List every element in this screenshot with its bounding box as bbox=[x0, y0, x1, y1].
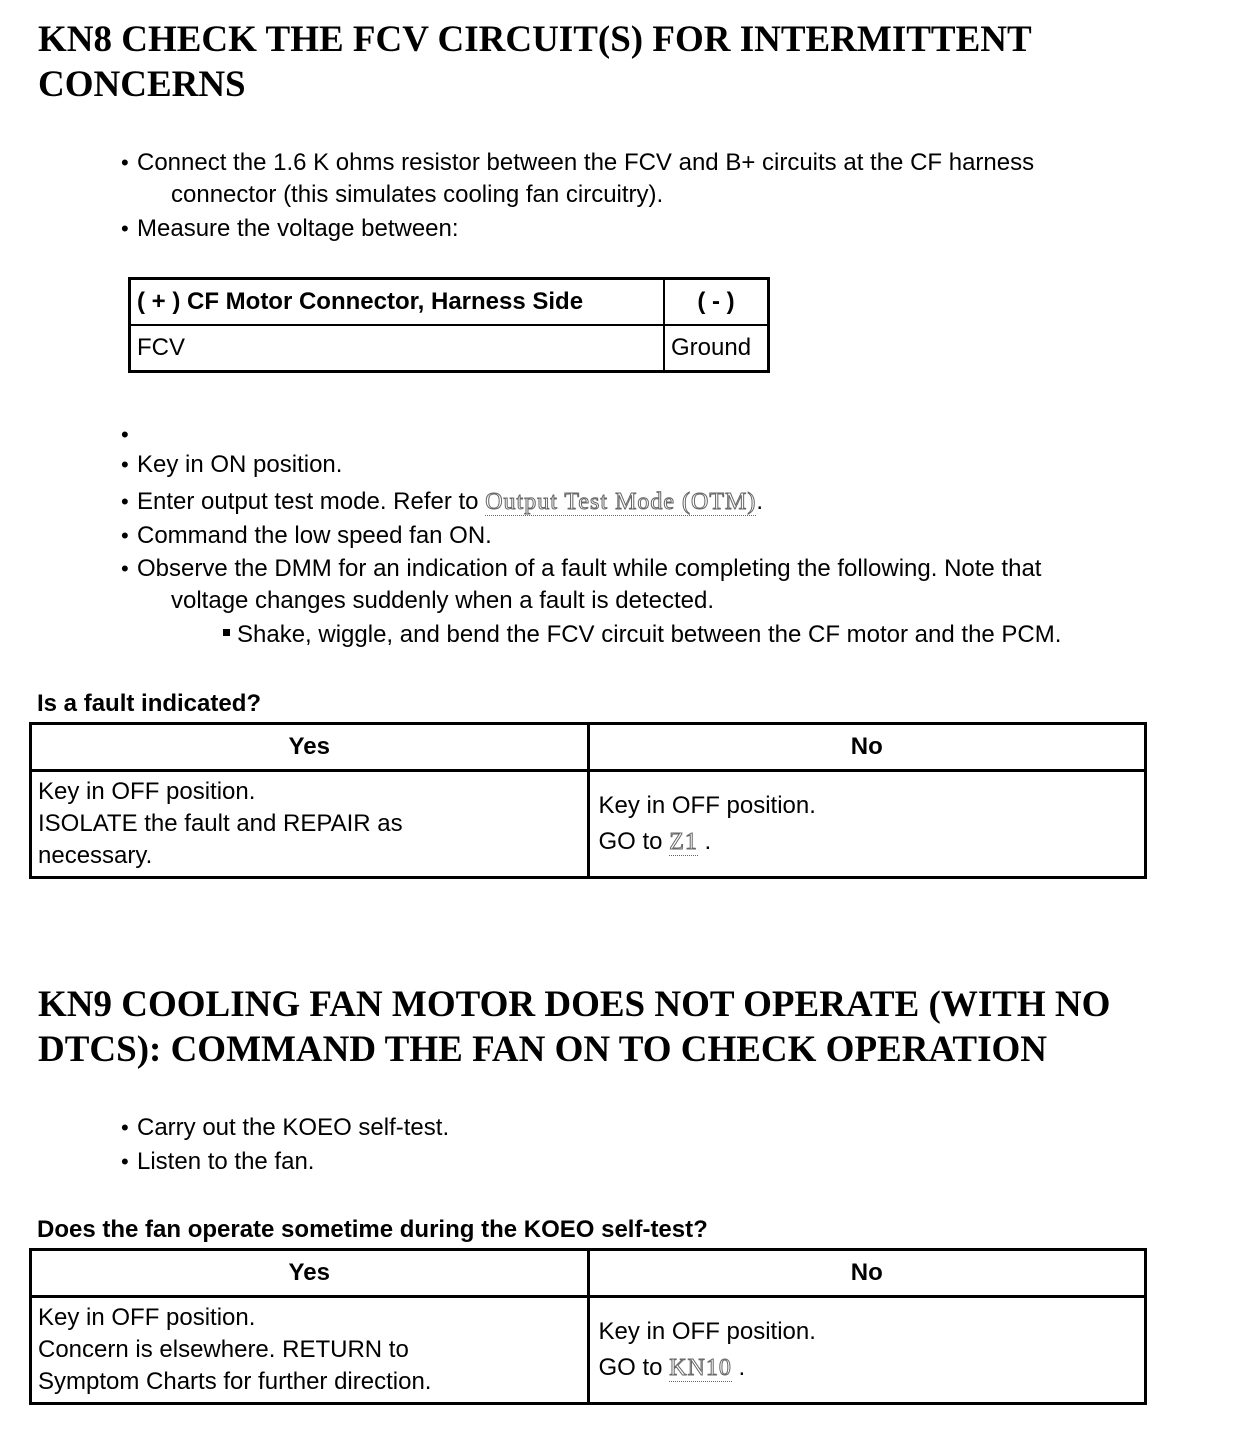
yes-header: Yes bbox=[31, 1250, 589, 1297]
measurement-table bbox=[128, 277, 770, 373]
kn8-instructions-1 bbox=[121, 147, 1217, 245]
kn8-instructions-2 bbox=[121, 418, 1217, 617]
kn8-bullet1-line1: Connect the 1.6 K ohms resistor between the FCV and B+ circuits at the CF harness bbox=[137, 149, 1035, 176]
yes-line2: ISOLATE the fault and REPAIR as bbox=[38, 810, 403, 837]
table-row bbox=[31, 771, 1146, 878]
kn8-bullet6: Command the low speed fan ON. bbox=[137, 522, 492, 549]
kn9-title bbox=[38, 982, 1218, 1072]
no-line1: Key in OFF position. bbox=[598, 1318, 816, 1345]
pos-cell: FCV bbox=[130, 325, 665, 372]
no-goto: GO to bbox=[598, 828, 670, 855]
kn8-bullet7-line1: Observe the DMM for an indication of a fault while completing the following. Note that bbox=[137, 555, 1042, 582]
bullet-icon: • bbox=[121, 489, 129, 514]
bullet-icon: • bbox=[121, 556, 129, 581]
kn8-bullet5-prefix: Enter output test mode. Refer to bbox=[137, 488, 486, 515]
list-item bbox=[121, 213, 1217, 245]
bullet-icon: • bbox=[121, 422, 129, 447]
yes-line3: necessary. bbox=[38, 842, 153, 869]
no-suffix: . bbox=[731, 1354, 746, 1381]
kn8-bullet4: Key in ON position. bbox=[137, 451, 343, 478]
pos-header: ( + ) CF Motor Connector, Harness Side bbox=[130, 279, 665, 326]
yes-cell bbox=[31, 1297, 589, 1404]
kn8-bullet2: Measure the voltage between: bbox=[137, 215, 459, 242]
list-item bbox=[121, 485, 1217, 519]
no-suffix: . bbox=[697, 828, 712, 855]
no-line2 bbox=[599, 824, 1139, 860]
no-line2 bbox=[599, 1350, 1139, 1386]
kn9-instructions bbox=[121, 1111, 1217, 1179]
neg-cell: Ground bbox=[664, 325, 769, 372]
list-item bbox=[121, 553, 1217, 617]
kn8-title bbox=[38, 17, 1218, 107]
kn9-title-line2: DTCS): COMMAND THE FAN ON TO CHECK OPERATION bbox=[38, 1029, 1047, 1070]
bullet-icon: • bbox=[121, 150, 129, 175]
list-item bbox=[121, 1145, 1217, 1179]
kn8-title-line1: KN8 CHECK THE FCV CIRCUIT(S) FOR INTERMITTENT bbox=[38, 19, 1032, 60]
no-header: No bbox=[588, 724, 1146, 771]
z1-link[interactable]: Z1 bbox=[669, 829, 698, 855]
no-cell bbox=[588, 771, 1146, 878]
kn8-title-line2: CONCERNS bbox=[38, 64, 246, 105]
yes-header: Yes bbox=[31, 724, 589, 771]
list-item bbox=[121, 1111, 1217, 1145]
yes-line3: Symptom Charts for further direction. bbox=[38, 1368, 432, 1395]
no-line1: Key in OFF position. bbox=[598, 792, 816, 819]
kn8-question: Is a fault indicated? bbox=[37, 690, 262, 717]
table-row bbox=[130, 325, 769, 372]
kn8-decision-table bbox=[29, 722, 1147, 879]
kn8-sub-bullet-text: Shake, wiggle, and bend the FCV circuit between the CF motor and the PCM. bbox=[237, 621, 1062, 648]
bullet-icon: • bbox=[121, 1149, 129, 1174]
kn8-bullet1-line2: connector (this simulates cooling fan circuitry). bbox=[171, 181, 664, 208]
table-row bbox=[31, 1297, 1146, 1404]
kn10-link[interactable]: KN10 bbox=[669, 1355, 732, 1381]
bullet-icon: • bbox=[121, 523, 129, 548]
kn8-bullet5-suffix: . bbox=[756, 488, 764, 515]
square-bullet-icon bbox=[223, 629, 230, 636]
bullet-icon: • bbox=[121, 1115, 129, 1140]
list-item bbox=[121, 147, 1217, 211]
kn9-title-line1: KN9 COOLING FAN MOTOR DOES NOT OPERATE (WITH NO bbox=[38, 984, 1111, 1025]
bullet-icon: • bbox=[121, 216, 129, 241]
list-item bbox=[121, 519, 1217, 553]
yes-line1: Key in OFF position. bbox=[38, 1304, 256, 1331]
table-row bbox=[31, 724, 1146, 771]
neg-header: ( - ) bbox=[664, 279, 769, 326]
otm-link[interactable]: Output Test Mode (OTM) bbox=[485, 489, 757, 515]
no-goto: GO to bbox=[598, 1354, 670, 1381]
kn8-bullet7-line2: voltage changes suddenly when a fault is detected. bbox=[171, 587, 715, 614]
yes-line2: Concern is elsewhere. RETURN to bbox=[38, 1336, 409, 1363]
yes-cell bbox=[31, 771, 589, 878]
table-row bbox=[31, 1250, 1146, 1297]
no-cell bbox=[588, 1297, 1146, 1404]
bullet-icon: • bbox=[121, 452, 129, 477]
table-row bbox=[130, 279, 769, 326]
kn8-sub-bullet bbox=[237, 620, 1061, 650]
yes-line1: Key in OFF position. bbox=[38, 778, 256, 805]
kn9-bullet2: Listen to the fan. bbox=[137, 1148, 315, 1175]
kn9-bullet1: Carry out the KOEO self-test. bbox=[137, 1114, 450, 1141]
kn9-question: Does the fan operate sometime during the KOEO self-test? bbox=[37, 1216, 708, 1243]
list-item bbox=[121, 418, 1217, 448]
kn9-decision-table bbox=[29, 1248, 1147, 1405]
list-item bbox=[121, 448, 1217, 482]
no-header: No bbox=[588, 1250, 1146, 1297]
